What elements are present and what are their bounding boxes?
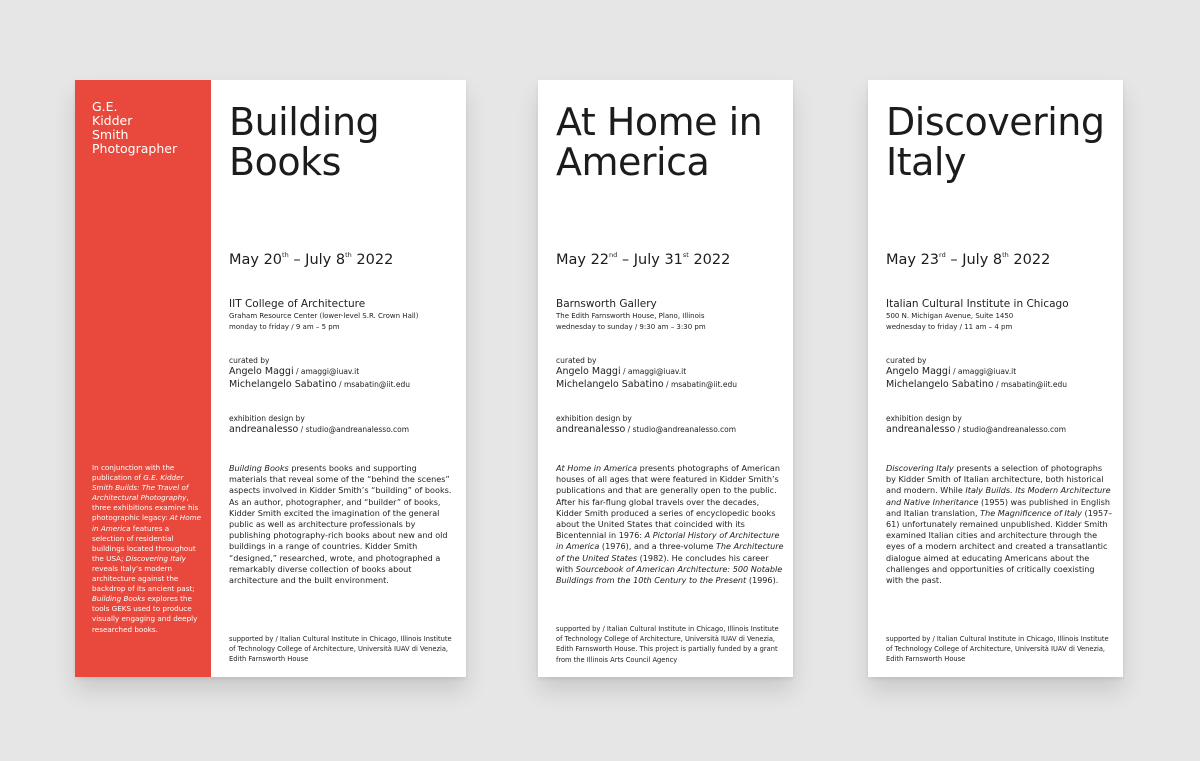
design-label: exhibition design by bbox=[229, 414, 305, 423]
curator-email: / msabatin@iit.edu bbox=[993, 379, 1068, 389]
sidebar-text bbox=[92, 463, 202, 635]
designer bbox=[556, 424, 791, 437]
venue-name: IIT College of Architecture bbox=[229, 298, 366, 310]
poster-content bbox=[886, 80, 1116, 677]
text-run: 2022 bbox=[351, 252, 394, 268]
designer bbox=[229, 424, 464, 437]
poster-description bbox=[229, 463, 457, 586]
designer-email: / studio@andreanalesso.com bbox=[625, 425, 737, 434]
venue-location: The Edith Farnsworth House, Plano, Illinois bbox=[556, 312, 705, 320]
curator-email: / amaggi@iuav.it bbox=[950, 367, 1017, 376]
venue-hours: monday to friday / 9 am – 5 pm bbox=[229, 323, 340, 331]
text-run: In conjunction with the publication of bbox=[92, 463, 175, 483]
curator bbox=[556, 379, 791, 392]
venue-hours: wednesday to sunday / 9:30 am – 3:30 pm bbox=[556, 323, 706, 331]
ordinal-suffix: rd bbox=[939, 251, 946, 259]
curator-name: Michelangelo Sabatino bbox=[556, 378, 664, 390]
design-block bbox=[556, 413, 791, 437]
sidebar-title: G.E. Kidder Smith Photographer bbox=[92, 99, 178, 156]
italic-title: Discovering Italy bbox=[125, 553, 186, 563]
text-run: presents books and supporting materials that reveal some of the “behind the scenes” aspects involved in Kidder Smith’s “building” of books. As an author, photographer, and “builder” of books, Kidder Smith excited the imagination of the general public as well as architecture professionals by publishing photography-rich books about new and old buildings in a range of countries. Kidder Smith “designed,” researched, wrote, and photographed a remarkably diverse collection of books about architecture and the built environment. bbox=[229, 463, 452, 586]
poster-at-home-in-america bbox=[538, 80, 793, 677]
poster-content bbox=[229, 80, 459, 677]
text-run: – July 31 bbox=[617, 252, 683, 268]
curator-email: / msabatin@iit.edu bbox=[663, 379, 738, 389]
poster-discovering-italy bbox=[868, 80, 1123, 677]
curator bbox=[556, 366, 791, 379]
exhibition-dates bbox=[886, 252, 1050, 268]
text-run: presents photographs of American houses of all ages that were featured in Kidder Smith’s publications and that are generally open to the public. After his far-flung global travels over the decades, Kidder Smith produced a series of encyclopedic books about the United States that coincided with its Bicentennial in 1976: bbox=[556, 463, 780, 541]
designer-name: andreanalesso bbox=[886, 424, 956, 435]
venue-location: Graham Resource Center (lower-level S.R. Crown Hall) bbox=[229, 312, 419, 320]
italic-title: At Home in America bbox=[556, 463, 638, 473]
curated-label: curated by bbox=[886, 356, 927, 365]
poster-building-books bbox=[75, 80, 466, 677]
text-run: – July 8 bbox=[945, 252, 1003, 268]
italic-title: Building Books bbox=[229, 463, 289, 473]
italic-title: Building Books bbox=[92, 594, 146, 604]
text-run: 2022 bbox=[688, 252, 731, 268]
text-run: (1982). He concludes his career with bbox=[556, 552, 769, 574]
text-run: features a selection of residential buildings located throughout the USA; bbox=[92, 523, 196, 563]
text-run: (1957–61) unfortunately remained unpublished. Kidder Smith examined Italian cities and architecture through the eyes of a modern architect and created a transatlantic dialogue aimed at educating Americans about the challenges and opportunities of critically coexisting with the past. bbox=[886, 507, 1113, 586]
text-run: – July 8 bbox=[288, 252, 346, 268]
exhibition-dates bbox=[229, 252, 393, 268]
text-run: (1955) was published in English and Italian translation, bbox=[886, 496, 1111, 518]
curator-email: / amaggi@iuav.it bbox=[620, 367, 687, 376]
italic-title: Italy Builds. Its Modern Architecture and Native Inheritance bbox=[886, 485, 1111, 507]
support-credits: supported by / Italian Cultural Institute in Chicago, Illinois Institute of Technology College of Architecture, Università IUAV di Venezia, Edith Farnsworth House bbox=[229, 635, 452, 664]
italic-title: G.E. Kidder Smith Builds: The Travel of Architectural Photography bbox=[92, 473, 189, 503]
venue-hours: wednesday to friday / 11 am – 4 pm bbox=[886, 323, 1013, 331]
italic-title: A Pictorial History of Architecture in America bbox=[556, 530, 780, 552]
italic-title: Sourcebook of American Architecture: 500 Notable Buildings from the 10th Century to the Present bbox=[556, 563, 783, 586]
curators-block bbox=[229, 355, 464, 391]
poster-title: Building Books bbox=[229, 100, 380, 184]
italic-title: Discovering Italy bbox=[886, 463, 954, 473]
curators-block bbox=[556, 355, 791, 391]
curators-block bbox=[886, 355, 1121, 391]
ordinal-suffix: th bbox=[282, 251, 289, 259]
ordinal-suffix: th bbox=[1002, 251, 1009, 259]
text-run: (1996). bbox=[746, 575, 779, 586]
poster-sidebar bbox=[75, 80, 211, 677]
text-run: May 22 bbox=[556, 252, 610, 268]
italic-title: The Architecture of the United States bbox=[556, 541, 784, 563]
curator-name: Michelangelo Sabatino bbox=[229, 378, 337, 390]
exhibition-dates bbox=[556, 252, 730, 268]
text-run: May 23 bbox=[886, 252, 940, 268]
curator-name: Angelo Maggi bbox=[886, 366, 951, 377]
curator-name: Michelangelo Sabatino bbox=[886, 378, 994, 390]
curated-label: curated by bbox=[556, 356, 597, 365]
text-run: May 20 bbox=[229, 252, 283, 268]
designer-email: / studio@andreanalesso.com bbox=[955, 425, 1067, 434]
text-run: 2022 bbox=[1008, 252, 1051, 268]
poster-description bbox=[886, 463, 1114, 586]
curator-name: Angelo Maggi bbox=[556, 366, 621, 377]
ordinal-suffix: nd bbox=[609, 251, 618, 259]
curated-label: curated by bbox=[229, 356, 270, 365]
poster-description bbox=[556, 463, 784, 586]
design-block bbox=[229, 413, 464, 437]
designer-name: andreanalesso bbox=[556, 424, 626, 435]
poster-content bbox=[556, 80, 784, 677]
venue-block bbox=[556, 297, 791, 333]
design-label: exhibition design by bbox=[886, 414, 962, 423]
venue-name: Italian Cultural Institute in Chicago bbox=[886, 298, 1069, 310]
text-run: reveals Italy’s modern architecture against the backdrop of its ancient past; bbox=[92, 563, 195, 594]
curator bbox=[886, 366, 1121, 379]
design-block bbox=[886, 413, 1121, 437]
poster-title: At Home in America bbox=[556, 100, 763, 184]
poster-title: Discovering Italy bbox=[886, 100, 1105, 184]
venue-block bbox=[886, 297, 1121, 333]
support-credits: supported by / Italian Cultural Institute in Chicago, Illinois Institute of Technology College of Architecture, Università IUAV di Venezia, Edith Farnsworth House. This project is partially funded by a grant from the Illinois Arts Council Agency bbox=[556, 625, 779, 664]
designer-email: / studio@andreanalesso.com bbox=[298, 425, 410, 434]
curator bbox=[886, 379, 1121, 392]
text-run: presents a selection of photographs by Kidder Smith of Italian architecture, both historical and modern. While bbox=[886, 463, 1104, 496]
venue-block bbox=[229, 297, 464, 333]
curator-email: / amaggi@iuav.it bbox=[293, 367, 360, 376]
venue-location: 500 N. Michigan Avenue, Suite 1450 bbox=[886, 312, 1014, 320]
italic-title: At Home in America bbox=[92, 513, 202, 533]
italic-title: The Magnificence of Italy bbox=[980, 507, 1082, 518]
curator-name: Angelo Maggi bbox=[229, 366, 294, 377]
curator bbox=[229, 379, 464, 392]
ordinal-suffix: st bbox=[682, 251, 689, 259]
ordinal-suffix: th bbox=[345, 251, 352, 259]
text-run: , three exhibitions examine his photographic legacy: bbox=[92, 493, 199, 523]
curator bbox=[229, 366, 464, 379]
venue-name: Barnsworth Gallery bbox=[556, 298, 657, 310]
support-credits: supported by / Italian Cultural Institute in Chicago, Illinois Institute of Technology College of Architecture, Università IUAV di Venezia, Edith Farnsworth House bbox=[886, 635, 1109, 664]
design-label: exhibition design by bbox=[556, 414, 632, 423]
designer bbox=[886, 424, 1121, 437]
text-run: explores the tools GEKS used to produce visually engaging and deeply researched books. bbox=[92, 594, 198, 634]
text-run: (1976), and a three-volume bbox=[599, 541, 716, 552]
curator-email: / msabatin@iit.edu bbox=[336, 379, 411, 389]
designer-name: andreanalesso bbox=[229, 424, 299, 435]
